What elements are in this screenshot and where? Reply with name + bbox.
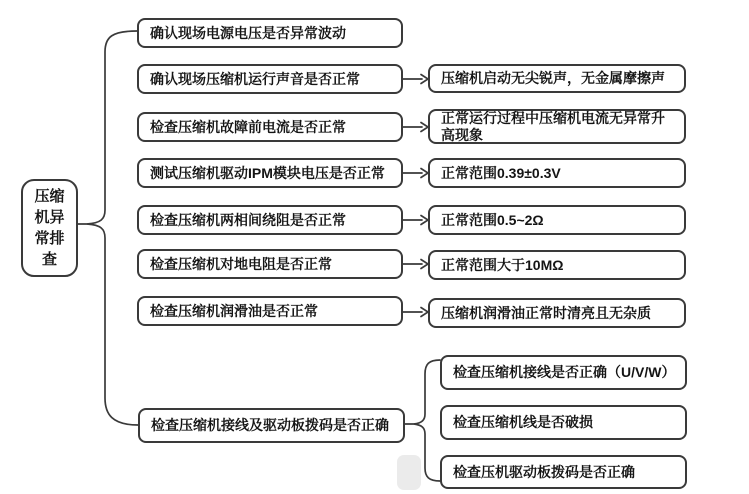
- main-brace: [87, 31, 138, 425]
- check-box-lubricant: 检查压缩机润滑油是否正常: [137, 296, 403, 326]
- check-box-power-voltage: 确认现场电源电压是否异常波动: [137, 18, 403, 48]
- result-box-ipm-voltage: 正常范围0.39±0.3V: [428, 158, 686, 188]
- check-box-ground-resistance: 检查压缩机对地电阻是否正常: [137, 249, 403, 279]
- result-box-running-sound: 压缩机启动无尖锐声，无金属摩擦声: [428, 64, 686, 93]
- root-node: 压缩机异常排查: [21, 179, 78, 277]
- check-box-winding-resistance: 检查压缩机两相间绕阻是否正常: [137, 205, 403, 235]
- result-box-winding-resistance: 正常范围0.5~2Ω: [428, 205, 686, 235]
- result-box-ground-resistance: 正常范围大于10MΩ: [428, 250, 686, 280]
- sub-check-box-dip-switch: 检查压机驱动板拨码是否正确: [440, 455, 687, 489]
- check-box-running-sound: 确认现场压缩机运行声音是否正常: [137, 64, 403, 94]
- check-box-ipm-voltage: 测试压缩机驱动IPM模块电压是否正常: [137, 158, 403, 188]
- sub-check-box-wire-damage: 检查压缩机线是否破损: [440, 405, 687, 440]
- sub-check-box-uvw: 检查压缩机接线是否正确（U/V/W）: [440, 355, 687, 390]
- sub-brace: [414, 360, 440, 481]
- result-box-current: 正常运行过程中压缩机电流无异常升高现象: [428, 109, 686, 144]
- result-box-lubricant: 压缩机润滑油正常时清亮且无杂质: [428, 298, 686, 328]
- check-box-wiring-dip-switch: 检查压缩机接线及驱动板拨码是否正确: [138, 408, 405, 443]
- check-box-current-before-fault: 检查压缩机故障前电流是否正常: [137, 112, 403, 142]
